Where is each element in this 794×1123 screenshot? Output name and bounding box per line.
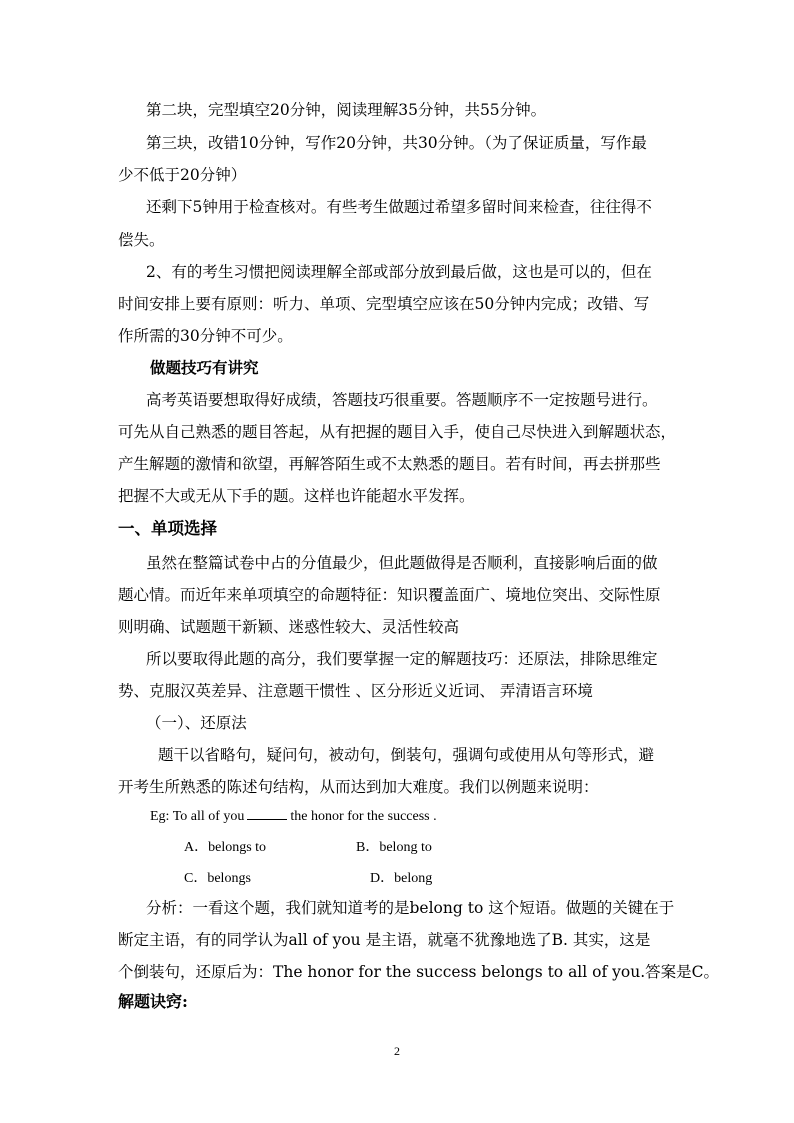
paragraph-line: 则明确、试题题干新颖、迷惑性较大、灵活性较高 xyxy=(118,618,460,636)
section-heading: 做题技巧有讲究 xyxy=(150,358,259,377)
subsection-heading: （一）、还原法 xyxy=(146,714,247,732)
option-a: A．belongs to xyxy=(184,840,267,855)
paragraph-line: 2、有的考生习惯把阅读理解全部或部分放到最后做，这也是可以的，但在 xyxy=(146,263,652,281)
example-suffix: the honor for the success . xyxy=(290,809,437,824)
paragraph-line: 分析：一看这个题，我们就知道考的是belong to 这个短语。做题的关键在于 xyxy=(146,899,675,917)
paragraph-line: 把握不大或无从下手的题。这样也许能超水平发挥。 xyxy=(118,487,475,505)
paragraph-line: 虽然在整篇试卷中占的分值最少，但此题做得是否顺利，直接影响后面的做 xyxy=(146,554,658,572)
paragraph-line: 断定主语，有的同学认为all of you 是主语，就毫不犹豫地选了B. 其实，这是 xyxy=(118,931,651,949)
option-b: B．belong to xyxy=(356,840,432,855)
paragraph-line: 作所需的30分钟不可少。 xyxy=(118,327,293,345)
example-prefix: Eg: To all of you xyxy=(150,809,245,824)
paragraph-line: 可先从自己熟悉的题目答起，从有把握的题目入手，使自己尽快进入到解题状态， xyxy=(118,423,677,441)
paragraph-line: 势、克服汉英差异、注意题干惯性 、区分形近义近词、 弄清语言环境 xyxy=(118,682,593,700)
paragraph-line: 第二块，完型填空20分钟，阅读理解35分钟，共55分钟。 xyxy=(146,101,547,119)
paragraph-line: 产生解题的激情和欲望，再解答陌生或不太熟悉的题目。若有时间，再去拼那些 xyxy=(118,455,661,473)
paragraph-line: 少不低于20分钟） xyxy=(118,166,247,184)
paragraph-line: 所以要取得此题的高分，我们要掌握一定的解题技巧：还原法，排除思维定 xyxy=(146,650,658,668)
paragraph-line: 第三块，改错10分钟，写作20分钟，共30分钟。（为了保证质量，写作最 xyxy=(146,134,647,152)
paragraph-line: 偿失。 xyxy=(118,231,165,249)
paragraph-line: 还剩下5钟用于检查核对。有些考生做题过希望多留时间来检查，往往得不 xyxy=(146,198,652,216)
paragraph-line: 个倒装句，还原后为：The honor for the success belongs to all of you.答案是C。 xyxy=(118,963,720,981)
example-question xyxy=(150,807,437,827)
option-d: D．belong xyxy=(370,871,433,886)
option-c: C．belongs xyxy=(184,871,251,886)
answer-blank xyxy=(247,807,287,820)
section-heading: 解题诀窍: xyxy=(118,992,188,1011)
paragraph-line: 高考英语要想取得好成绩，答题技巧很重要。答题顺序不一定按题号进行。 xyxy=(146,391,658,409)
page-number: 2 xyxy=(394,1044,400,1058)
paragraph-line: 开考生所熟悉的陈述句结构，从而达到加大难度。我们以例题来说明： xyxy=(118,778,599,796)
paragraph-line: 题干以省略句，疑问句，被动句，倒装句，强调句或使用从句等形式，避 xyxy=(158,746,655,764)
paragraph-line: 时间安排上要有原则：听力、单项、完型填空应该在50分钟内完成；改错、写 xyxy=(118,295,650,313)
section-heading: 一、单项选择 xyxy=(118,519,217,538)
paragraph-line: 题心情。而近年来单项填空的命题特征：知识覆盖面广、境地位突出、交际性原 xyxy=(118,586,661,604)
